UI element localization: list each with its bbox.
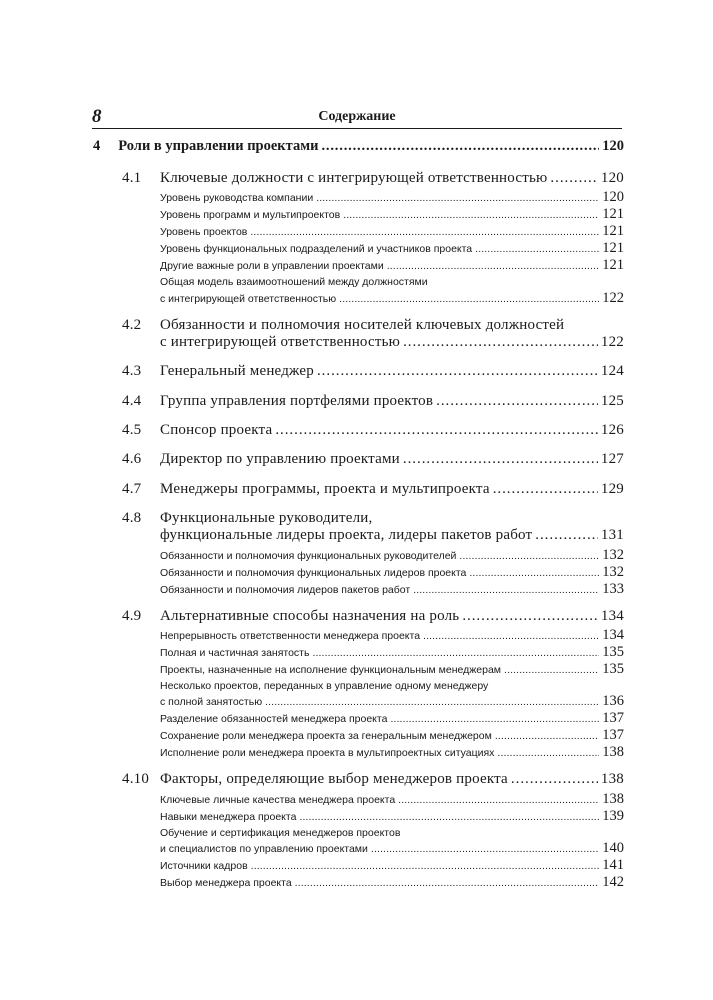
dot-leader [275,422,598,439]
toc-section[interactable] [160,527,624,544]
toc-subsection[interactable] [160,547,624,564]
toc-section[interactable] [160,334,624,351]
section-title: функциональные лидеры проекта, лидеры пакетов работ [160,527,533,544]
subsection-title: Разделение обязанностей менеджера проекта [160,713,388,726]
dot-leader [343,209,599,221]
subsection-title-line1: Обучение и сертификация менеджеров проектов [160,826,401,839]
toc-subsection[interactable] [160,189,624,206]
running-header [92,104,622,126]
toc-subsection[interactable] [160,744,624,761]
dot-leader [550,170,597,187]
section-number: 4.5 [122,422,142,438]
section-title: с интегрирующей ответственностью [160,334,401,351]
subsection-title: Уровень функциональных подразделений и участников проекта [160,243,473,256]
toc-section[interactable] [160,170,624,187]
section-title: Группа управления портфелями проектов [160,392,434,409]
dot-leader [497,747,599,759]
dot-leader [403,334,598,351]
dot-leader [504,664,599,676]
subsection-page: 121 [602,223,624,240]
subsection-title: Уровень программ и мультипроектов [160,209,341,222]
dot-leader [312,647,599,659]
toc-section[interactable] [160,608,624,625]
subsection-title: Исполнение роли менеджера проекта в мультипроектных ситуациях [160,747,495,760]
section-number: 4.7 [122,480,142,497]
toc-subsection[interactable] [160,223,624,240]
subsection-title: Другие важные роли в управлении проектами [160,260,384,273]
dot-leader [250,226,599,238]
dot-leader [459,550,599,562]
chapter-number: 4 [93,138,101,154]
toc-subsection[interactable] [160,808,624,825]
running-title: Содержание [318,109,396,124]
toc-section[interactable] [160,451,624,468]
toc-subsection[interactable] [160,564,624,581]
dot-leader [321,138,599,155]
subsection-page: 138 [602,744,624,761]
subsection-page: 141 [602,857,624,874]
dot-leader [398,794,599,806]
subsection-title: Непрерывность ответственности менеджера проекта [160,629,421,642]
dot-leader [316,192,599,204]
dot-leader [462,608,598,625]
section-title: Факторы, определяющие выбор менеджеров проекта [160,771,508,788]
section-number: 4.1 [122,170,142,186]
dot-leader [295,877,600,889]
subsection-page: 139 [602,807,624,824]
section-number: 4.3 [122,363,142,380]
subsection-title: Выбор менеджера проекта [160,877,292,890]
subsection-title: Навыки менеджера проекта [160,810,297,823]
subsection-page: 120 [602,189,624,206]
section-page: 129 [600,480,624,497]
toc-subsection[interactable] [160,874,624,891]
section-page: 120 [600,170,624,186]
subsection-title: с интегрирующей ответственностью [160,292,337,305]
subsection-page: 122 [602,289,624,306]
dot-leader [511,771,598,788]
subsection-page: 137 [602,710,624,727]
dot-leader [423,630,599,642]
subsection-title: и специалистов по управлению проектами [160,843,368,856]
toc-subsection[interactable] [160,627,624,644]
section-title: Менеджеры программы, проекта и мультипроекта [160,480,490,497]
dot-leader [403,451,598,468]
toc-subsection[interactable] [160,710,624,727]
subsection-page: 121 [602,240,624,257]
toc-subsection[interactable] [160,206,624,223]
subsection-title: Источники кадров [160,860,248,873]
dot-leader [413,584,599,596]
header-rule [92,128,622,129]
subsection-page: 140 [602,840,624,857]
dot-leader [493,481,598,498]
toc-subsection[interactable] [160,240,624,257]
section-page: 134 [600,607,624,624]
chapter-title: Роли в управлении проектами [118,138,319,154]
section-title: Спонсор проекта [160,422,273,438]
section-title: Ключевые должности с интегрирующей ответственностью [160,170,548,186]
toc-subsection[interactable] [160,857,624,874]
toc-subsection[interactable] [160,840,624,857]
dot-leader [251,860,600,872]
section-page: 122 [600,334,624,351]
toc-subsection[interactable] [160,693,624,710]
toc-subsection[interactable] [160,581,624,598]
subsection-title-line1: Несколько проектов, переданных в управление одному менеджеру [160,679,489,692]
subsection-title: Сохранение роли менеджера проекта за генеральным менеджером [160,730,492,743]
toc-section[interactable] [160,422,624,439]
dot-leader [535,527,598,544]
toc-section[interactable] [160,771,624,788]
subsection-title: Уровень руководства компании [160,192,314,205]
subsection-page: 134 [602,626,624,643]
dot-leader [390,713,599,725]
subsection-page: 133 [602,580,624,597]
subsection-page: 132 [602,546,624,563]
subsection-page: 135 [602,643,624,660]
subsection-page: 138 [602,790,624,807]
dot-leader [371,843,599,855]
toc-section[interactable] [160,363,624,380]
toc-section[interactable] [160,481,624,498]
subsection-title: Полная и частичная занятость [160,646,310,659]
section-number: 4.2 [122,316,142,333]
page-number: 8 [92,106,102,127]
toc-subsection[interactable] [160,257,624,274]
toc-subsection[interactable] [160,644,624,661]
section-title: Альтернативные способы назначения на роль [160,607,460,624]
subsection-title: Обязанности и полномочия функциональных лидеров проекта [160,566,467,579]
section-number: 4.4 [122,392,142,409]
dot-leader [436,393,598,410]
subsection-page: 136 [602,693,624,710]
dot-leader [495,730,599,742]
subsection-page: 137 [602,727,624,744]
subsection-title: Обязанности и полномочия лидеров пакетов работ [160,583,411,596]
section-title-line1: Обязанности и полномочия носителей ключевых должностей [160,316,565,333]
section-page: 126 [600,422,624,438]
subsection-title: Обязанности и полномочия функциональных руководителей [160,549,457,562]
toc-chapter[interactable] [93,138,624,155]
toc-subsection[interactable] [160,661,624,678]
subsection-title: Ключевые личные качества менеджера проекта [160,793,396,806]
subsection-title: Проекты, назначенные на исполнение функциональным менеджерам [160,663,502,676]
subsection-title: с полной занятостью [160,696,263,709]
toc-subsection[interactable] [160,791,624,808]
subsection-page: 132 [602,563,624,580]
section-title: Генеральный менеджер [160,363,314,380]
section-title-line1: Функциональные руководители, [160,509,373,526]
section-page: 125 [600,392,624,409]
dot-leader [387,260,600,272]
section-number: 4.10 [122,771,150,788]
dot-leader [299,811,599,823]
dot-leader [475,243,599,255]
subsection-title: Уровень проектов [160,226,248,239]
subsection-page: 142 [602,874,624,891]
toc-subsection[interactable] [160,727,624,744]
subsection-page: 121 [602,257,624,274]
dot-leader [339,293,599,305]
section-number: 4.9 [122,607,142,624]
chapter-page: 120 [602,138,624,154]
dot-leader [317,363,598,380]
section-page: 127 [600,451,624,468]
section-page: 138 [600,771,624,788]
toc-section[interactable] [160,393,624,410]
dot-leader [265,696,599,708]
dot-leader [469,567,599,579]
section-title: Директор по управлению проектами [160,451,400,468]
toc-subsection[interactable] [160,290,624,307]
section-number: 4.6 [122,451,142,468]
subsection-title-line1: Общая модель взаимоотношений между должностями [160,276,428,289]
section-page: 124 [600,363,624,380]
section-number: 4.8 [122,509,142,526]
subsection-page: 135 [602,660,624,677]
subsection-page: 121 [602,206,624,223]
section-page: 131 [600,527,624,544]
